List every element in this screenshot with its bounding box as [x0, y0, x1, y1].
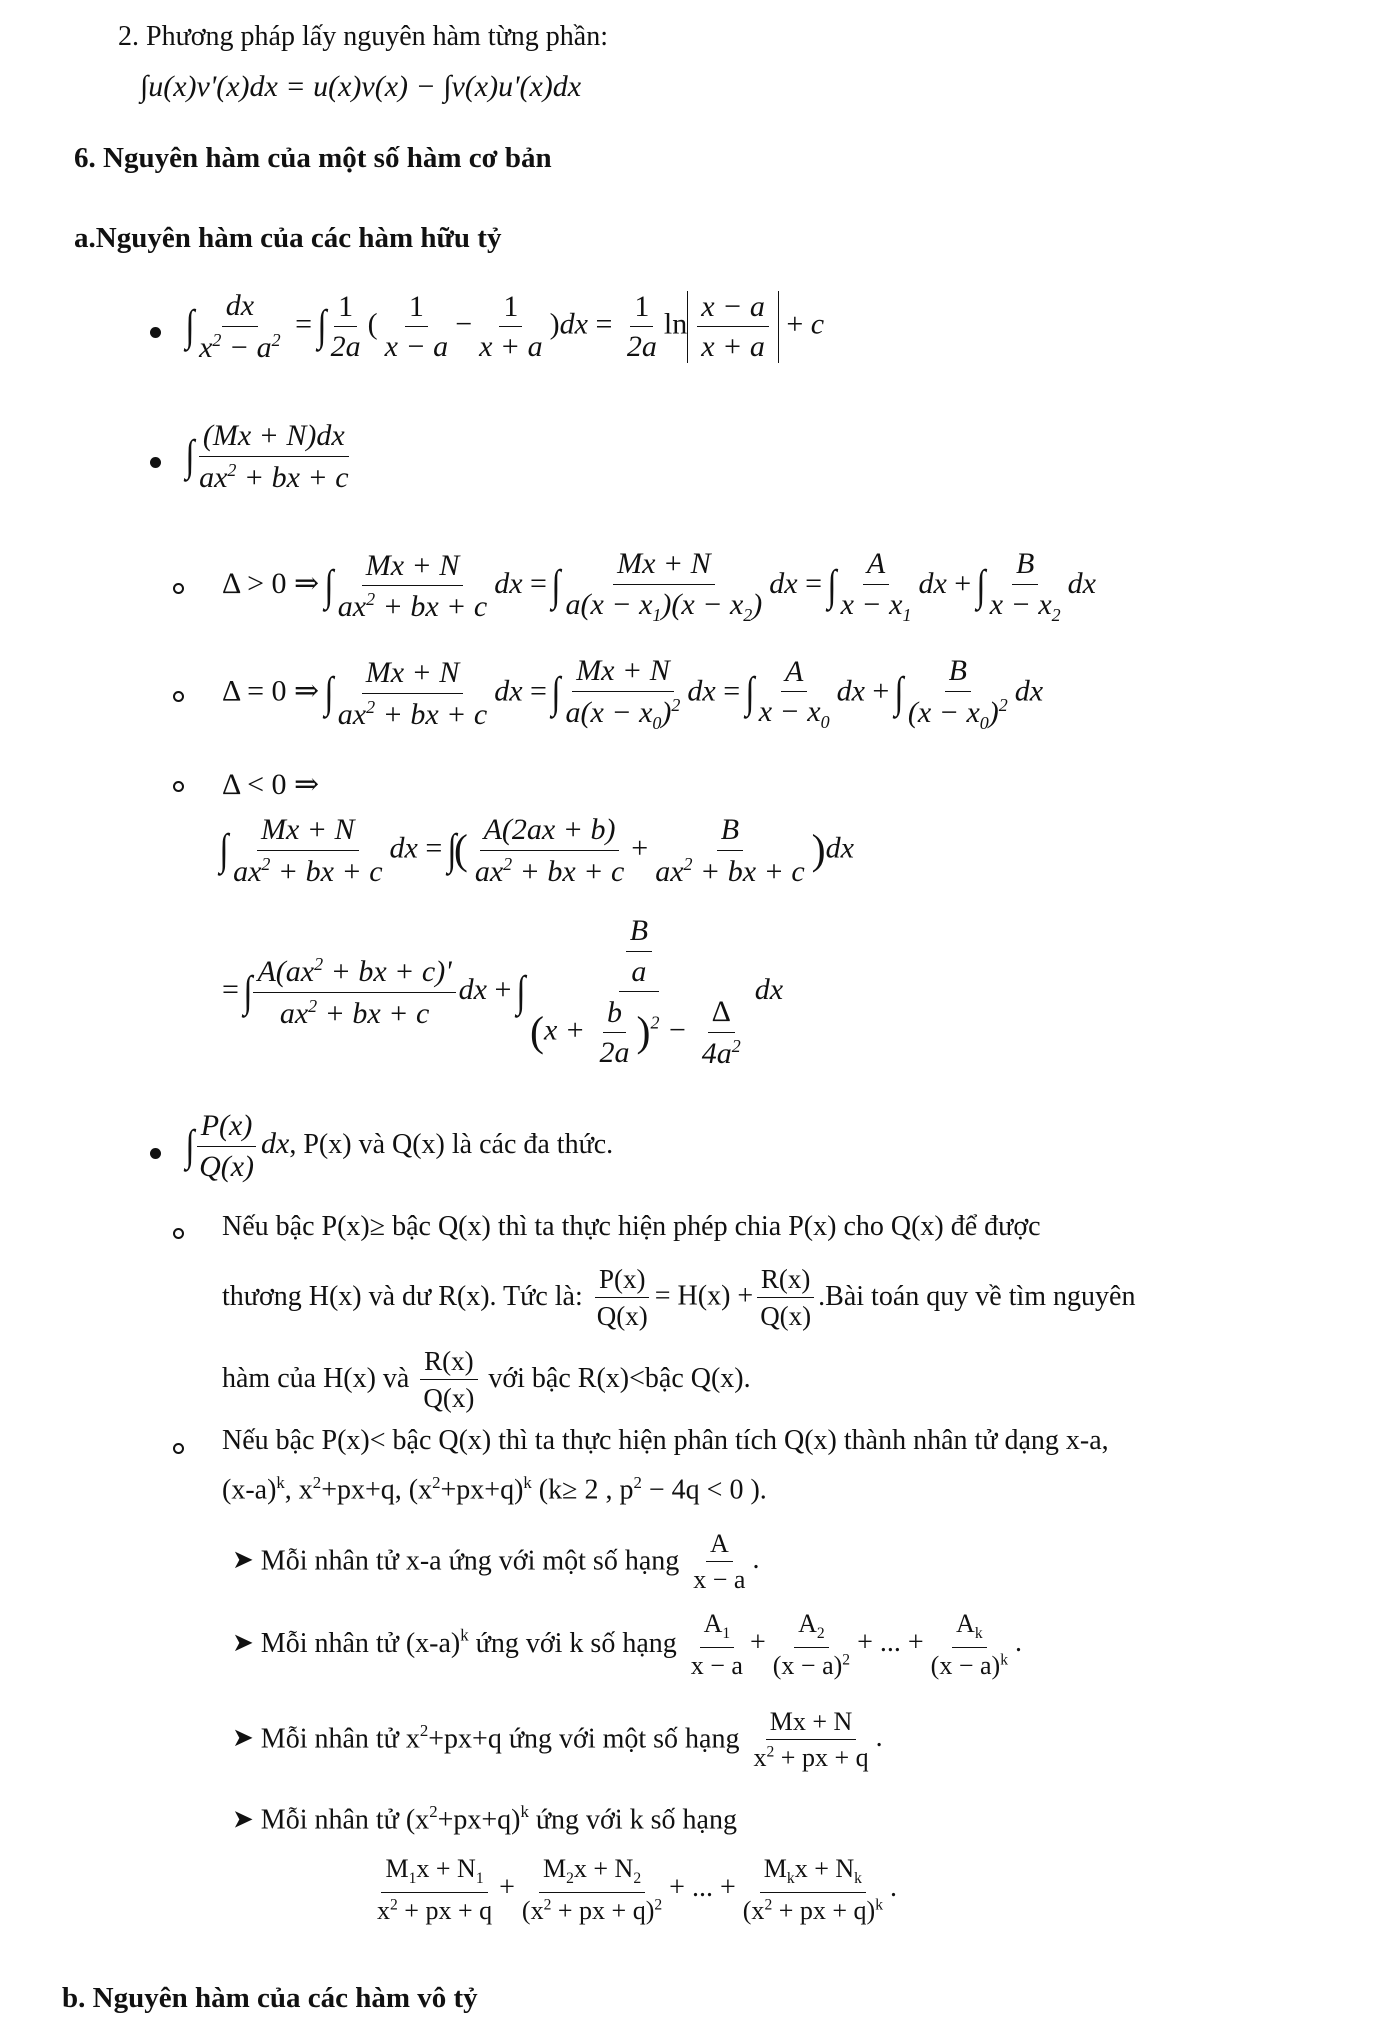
case-2-line-1: Nếu bậc P(x)< bậc Q(x) thì ta thực hiện phân tích Q(x) thành nhân tử dạng x-a,: [222, 1425, 1109, 1456]
bullet-3: [150, 1148, 161, 1159]
formula-delta-negative-line-1: ∫ $\frac{Mx + N}{ax^2 + bx + c}$ dx = ∫( $\frac{A(2ax + b)}{ax^2 + bx + c}$ + $\frac{B}{ax^2 + bx + c}$ )dx: [219, 813, 854, 888]
formula-delta-positive: Δ > 0 ⇒ ∫ $\frac{Mx + N}{ax^2 + bx + c}$ dx = ∫ $\frac{Mx + N}{a(x - x_1)(x - x_2)}$ dx = ∫ $\frac{A}{x - x_1}$ dx + ∫ $\frac{B}{x - x_2}$ dx: [222, 547, 1096, 625]
arrow-right-icon: ➤: [232, 1545, 254, 1575]
arrow-item-1: ➤ Mỗi nhân tử x-a ứng với một số hạng $\frac{A}{x - a}$ .: [232, 1529, 760, 1595]
bullet-2: [150, 457, 161, 468]
bullet-1: [150, 327, 161, 338]
section-6-title: 6. Nguyên hàm của một số hàm cơ bản: [74, 142, 552, 174]
label-delta-negative: Δ < 0 ⇒: [222, 768, 320, 801]
arrow-right-icon: ➤: [232, 1723, 254, 1753]
section-a-title: a.Nguyên hàm của các hàm hữu tỷ: [74, 222, 502, 254]
integration-by-parts-formula: ∫u(x)v'(x)dx = u(x)v(x) − ∫v(x)u'(x)dx: [140, 70, 582, 103]
formula-delta-negative-line-2: = ∫ $\frac{A(ax^2 + bx + c)'}{ax^2 + bx + c}$ dx + ∫ $\frac{B}{a}$ (x + $\frac{b}{2a}$ )$^2$ − $\frac{\Delta}{4a^2}$ dx: [222, 914, 784, 1070]
formula-mx-plus-n-over-quadratic: ∫ $\frac{(Mx + N)dx}{ax^2 + bx + c}$: [185, 419, 349, 494]
sub-bullet-case-1: [173, 1228, 184, 1239]
arrow-right-icon: ➤: [232, 1804, 254, 1834]
sub-bullet-delta-negative: [173, 781, 184, 792]
case-2-line-2: $(x-a)^k$, $x^2+px+q$, $(x^2+px+q)^k$ (k≥ 2 , $p^2 - 4q < 0$ ).: [222, 1473, 767, 1506]
formula-dx-over-x2-minus-a2: ∫ $\frac{dx}{x^2 - a^2}$ = ∫ $\frac{1}{2a}$ ( $\frac{1}{x - a}$ − $\frac{1}{x + a}$ )dx = $\frac{1}{2a}$ ln $\frac{x - a}{x + a}$ + c: [185, 289, 825, 364]
sub-bullet-delta-zero: [173, 691, 184, 702]
section-b-title: b. Nguyên hàm của các hàm vô tỷ: [62, 1982, 478, 2014]
arrow-item-2: ➤ Mỗi nhân tử $(x-a)^k$ ứng với k số hạng $\frac{A_1}{x - a}$ + $\frac{A_2}{(x - a)^2}$ + ... + $\frac{A_k}{(x - a)^k}$ .: [232, 1609, 1022, 1680]
formula-delta-zero: Δ = 0 ⇒ ∫ $\frac{Mx + N}{ax^2 + bx + c}$ dx = ∫ $\frac{Mx + N}{a(x - x_0)^2}$ dx = ∫ $\frac{A}{x - x_0}$ dx + ∫ $\frac{B}{(x - x_0)^2}$ dx: [222, 654, 1044, 733]
sub-bullet-delta-positive: [173, 583, 184, 594]
case-1-line-3-text: hàm của H(x) và: [222, 1363, 410, 1395]
arrow-item-4: ➤ Mỗi nhân tử $(x^2+px+q)^k$ ứng với k số hạng: [232, 1802, 737, 1836]
case-1-line-1: Nếu bậc P(x)≥ bậc Q(x) thì ta thực hiện phép chia P(x) cho Q(x) để được: [222, 1211, 1041, 1242]
arrow-right-icon: ➤: [232, 1627, 254, 1657]
arrow-item-4-formula: $\frac{M_1x + N_1}{x^2 + px + q}$ + $\frac{M_2x + N_2}{(x^2 + px + q)^2}$ + ... + $M_kx + N_k$ ($x^2$ + px + q)$^k$ .: [377, 1854, 898, 1925]
case-1-line-2: thương H(x) và dư R(x). Tức là: $\frac{P(x)}{Q(x)}$ = H(x) + $\frac{R(x)}{Q(x)}$ .Bài toán quy về tìm nguyên: [222, 1264, 1136, 1332]
item-2-title: 2. Phương pháp lấy nguyên hàm từng phần:: [118, 21, 608, 52]
case-1-line-3: hàm của H(x) và $\frac{R(x)}{Q(x)}$ với bậc R(x)<bậc Q(x).: [222, 1346, 751, 1414]
sub-bullet-case-2: [173, 1443, 184, 1454]
case-1-line-3-tail: với bậc R(x)<bậc Q(x).: [488, 1363, 751, 1395]
case-1-line-2-text: thương H(x) và dư R(x). Tức là:: [222, 1281, 583, 1313]
bullet-3-text: , P(x) và Q(x) là các đa thức.: [289, 1128, 614, 1160]
formula-p-over-q: ∫ $\frac{P(x)}{Q(x)}$ dx, P(x) và Q(x) là các đa thức.: [185, 1109, 614, 1183]
case-1-line-2-tail: .Bài toán quy về tìm nguyên: [818, 1281, 1136, 1313]
arrow-item-3: ➤ Mỗi nhân tử $x^2+px+q$ ứng với một số hạng $\frac{Mx + N}{x^2 + px + q}$ .: [232, 1707, 883, 1773]
